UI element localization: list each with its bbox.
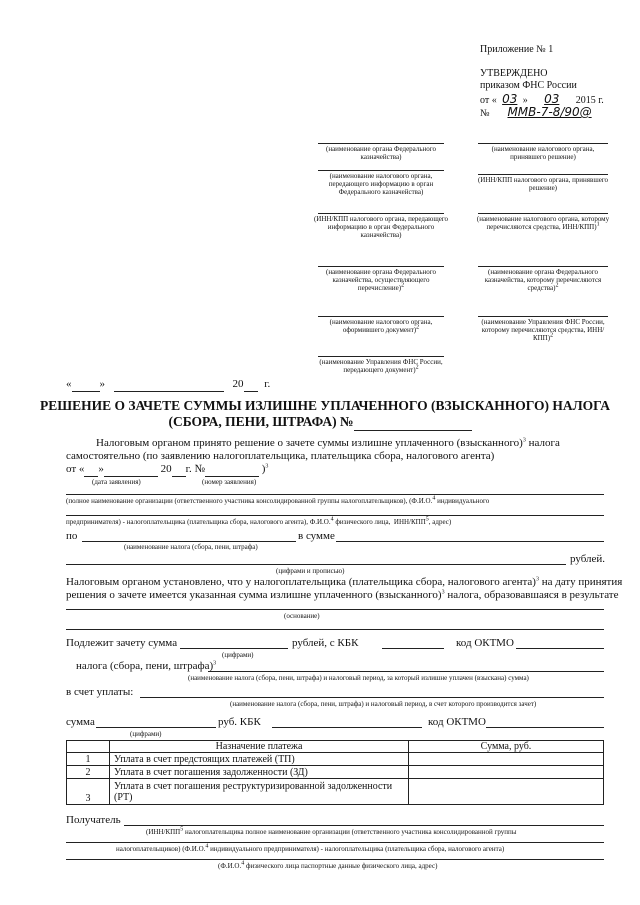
addr-left-cap-1: (наименование органа Федерального казначейства) xyxy=(326,145,436,161)
table-row-num: 1 xyxy=(67,753,110,766)
document-title-line-2: (СБОРА, ПЕНИ, ШТРАФА) № xyxy=(40,414,600,431)
addr-right-cap-5: (наименование Управления ФНС России, которому перечисляются средства, ИНН/КПП)$^2$ xyxy=(481,318,605,342)
offset-sum-line xyxy=(180,648,288,649)
table-row-purpose: Уплата в счет предстоящих платежей (ТП) xyxy=(110,753,409,766)
caption-org-2: предпринимателя) - налогоплательщика (плательщика сбора, налогового агента), Ф.И.О.$^4$ физического лица, ИНН/КПП$^5$, адрес) xyxy=(66,516,452,526)
label-rubles: рублей. xyxy=(570,553,606,565)
label-oktmo-1: код ОКТМО xyxy=(456,637,514,649)
table-header-row xyxy=(67,741,604,753)
table-row-num: 3 xyxy=(67,779,110,805)
label-po: по xyxy=(66,530,78,542)
body-p1: Налоговым органом принято решение о зачете суммы излишне уплаченного (взысканного)$^3$ налога xyxy=(96,437,560,449)
table-header-purpose: Назначение платежа xyxy=(110,741,409,753)
label-offset-sum: Подлежит зачету сумма xyxy=(66,637,178,649)
caption-app-date: (дата заявления) xyxy=(92,478,141,486)
addr-right-cap-3: (наименование налогового органа, которому перечисляются средства, ИНН/КПП)$^1$ xyxy=(476,215,610,231)
body-p3: от « » 20 г. № )$^3$ xyxy=(66,463,269,475)
addr-left-line-1 xyxy=(318,143,444,144)
recipient-line-2 xyxy=(66,842,604,843)
label-rubles-kbk: рублей, с КБК xyxy=(292,637,359,649)
approval-date: от « 03 » 03 2015 г. xyxy=(480,92,604,106)
addr-right-line-5 xyxy=(478,316,608,317)
recipient-caption-3: (Ф.И.О.$^4$ физического лица паспортные данные физического лица, адрес) xyxy=(218,860,438,870)
addr-right-line-2 xyxy=(478,174,608,175)
table-row-amount xyxy=(409,753,604,766)
basis-line-2 xyxy=(66,629,604,630)
approval-number: № ММВ-7-8/90@ xyxy=(480,106,607,120)
label-in-sum: в сумме xyxy=(298,530,335,542)
approved-label: УТВЕРЖДЕНО xyxy=(480,68,548,79)
label-payment-of: в счет уплаты: xyxy=(66,686,134,698)
tax-name-line xyxy=(82,541,296,542)
body-p4: Налоговым органом установлено, что у налогоплательщика (плательщика сбора, налогового агента)$^3$ на дату принятия xyxy=(66,576,623,588)
caption-org-1: (полное наименование организации (ответственного участника консолидированной группы налогоплательщиков), (Ф.И.О.$^4$ индивидуального xyxy=(66,495,490,505)
recipient-label: Получатель xyxy=(66,814,121,826)
handwritten-day: 03 xyxy=(502,92,518,106)
addr-left-line-2 xyxy=(318,170,444,171)
table-header-amount: Сумма, руб. xyxy=(409,741,604,753)
addr-right-cap-1: (наименование налогового органа, принявшего решение) xyxy=(491,145,595,161)
label-oktmo-2: код ОКТМО xyxy=(428,716,486,728)
addr-right-line-1 xyxy=(478,143,608,144)
sum-line-2 xyxy=(96,727,216,728)
caption-app-number: (номер заявления) xyxy=(202,478,257,486)
handwritten-number: ММВ-7-8/90@ xyxy=(507,105,592,119)
body-p2: самостоятельно (по заявлению налогоплательщика, плательщика сбора, налогового агента) xyxy=(66,450,495,462)
addr-right-line-3 xyxy=(478,213,608,214)
sum-line xyxy=(336,541,604,542)
caption-period-1: (наименование налога (сбора, пени, штрафа) и налоговый период, за который излишне уплачен (взыскана) сумма) xyxy=(188,674,529,682)
table-row-amount xyxy=(409,766,604,779)
oktmo-line-2 xyxy=(486,727,604,728)
sum-words-line xyxy=(66,564,566,565)
handwritten-month: 03 xyxy=(544,92,560,106)
table-row-amount xyxy=(409,779,604,805)
table-row xyxy=(67,779,604,805)
table-row-purpose: Уплата в счет погашения реструктуризированной задолженности (РТ) xyxy=(110,779,409,805)
recipient-caption-1: (ИНН/КПП$^5$ налогоплательщика полное наименование организации (ответственного участника консолидированной группы xyxy=(146,826,517,836)
table-row xyxy=(67,766,604,779)
addr-left-line-3 xyxy=(318,213,444,214)
org-line-1 xyxy=(66,494,604,495)
caption-digits-2: (цифрами) xyxy=(222,651,254,659)
kbk-line-1 xyxy=(382,648,444,649)
addr-left-cap-4: (наименование органа Федерального казначейства, осуществляющего перечисление)$^2$ xyxy=(326,268,436,292)
payment-table xyxy=(66,740,604,805)
recipient-line-1 xyxy=(124,825,604,826)
caption-digits-3: (цифрами) xyxy=(130,730,162,738)
basis-line xyxy=(66,609,604,610)
caption-digits-words: (цифрами и прописью) xyxy=(276,567,345,575)
addr-right-cap-2: (ИНН/КПП налогового органа, принявшего решение) xyxy=(477,176,609,192)
label-rub-kbk: руб. КБК xyxy=(218,716,261,728)
org-line-2 xyxy=(66,515,604,516)
addr-right-line-4 xyxy=(478,266,608,267)
recipient-line-3 xyxy=(66,859,604,860)
oktmo-line-1 xyxy=(516,648,604,649)
appendix-label: Приложение № 1 xyxy=(480,44,554,55)
table-header-num xyxy=(67,741,110,753)
payment-of-line xyxy=(140,697,604,698)
decision-date-line: « » 20 г. xyxy=(66,378,271,390)
label-sum: сумма xyxy=(66,716,95,728)
addr-left-line-6 xyxy=(318,356,444,357)
label-tax-for: налога (сбора, пени, штрафа)$^3$ xyxy=(76,660,217,672)
addr-left-line-4 xyxy=(318,266,444,267)
table-row xyxy=(67,753,604,766)
table-row-purpose: Уплата в счет погашения задолженности (ЗД) xyxy=(110,766,409,779)
addr-left-cap-6: (наименование Управления ФНС России, передающего документ)$^2$ xyxy=(319,358,443,374)
kbk-line-2 xyxy=(272,727,422,728)
addr-right-cap-4: (наименование органа Федерального казначейства, которому перечисляются средства)$^2$ xyxy=(484,268,602,292)
tax-period-line xyxy=(208,671,604,672)
table-row-num: 2 xyxy=(67,766,110,779)
recipient-caption-2: налогоплательщиков) (Ф.И.О.$^4$ индивидуального предпринимателя) - налогоплательщика (плательщика сбора, налогового агента) xyxy=(116,843,505,853)
addr-left-line-5 xyxy=(318,316,444,317)
addr-left-cap-3: (ИНН/КПП налогового органа, передающего информацию в орган Федерального казначейства) xyxy=(313,215,449,239)
body-p5: решения о зачете имеется указанная сумма излишне уплаченного (взысканного)$^3$ налога, образовавшаяся в результате xyxy=(66,589,619,601)
document-title-line-1: РЕШЕНИЕ О ЗАЧЕТЕ СУММЫ ИЗЛИШНЕ УПЛАЧЕННОГО (ВЗЫСКАННОГО) НАЛОГА xyxy=(40,398,611,413)
addr-left-cap-2: (наименование налогового органа, передающего информацию в орган Федерального казначейства) xyxy=(328,172,434,196)
caption-tax-name: (наименование налога (сбора, пени, штрафа) xyxy=(124,543,258,551)
addr-left-cap-5: (наименование налогового органа, оформившего документ)$^2$ xyxy=(329,318,433,334)
order-label: приказом ФНС России xyxy=(480,80,577,91)
caption-basis: (основание) xyxy=(284,612,320,620)
caption-period-2: (наименование налога (сбора, пени, штрафа) и налоговый период, в счет которого производится зачет) xyxy=(230,700,537,708)
